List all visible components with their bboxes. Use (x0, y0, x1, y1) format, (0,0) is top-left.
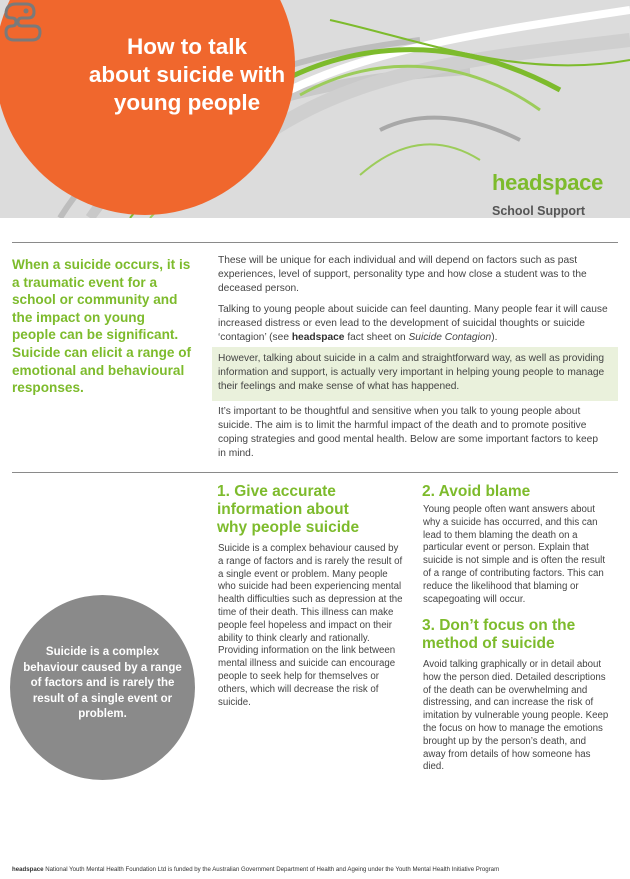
page-title: How to talk about suicide with young people (88, 34, 286, 115)
headspace-logo-icon (0, 0, 44, 44)
paragraph-2: Talking to young people about suicide can feel daunting. Many people fear it will cause increased distress or even lead to the development of suicidal thoughts or suicide ‘contagion’ (see headspace fact sheet on Suicide Contagion). (218, 304, 608, 343)
section-1-body: Suicide is a complex behaviour caused by a range of factors and is rarely the result of a single event or problem. Many people who suicide had been experiencing mental health difficulties such as depression at the time of their death. This illness can make people feel hopeless and impact on their ability to think clearly and rationally. Providing information on the link between mental illness and suicide can encourage people to seek help for themselves or others, which will decrease the risk of suicide. (218, 543, 403, 708)
callout-text: Suicide is a complex behaviour caused by a range of factors and is rarely the result of a single event or problem. (23, 646, 182, 720)
divider (12, 242, 618, 243)
section-3-heading: 3. Don’t focus on the method of suicide (422, 617, 576, 652)
paragraph-1: These will be unique for each individual and will depend on factors such as past experiences, level of support, personality type and how close a student was to the deceased person. (218, 255, 587, 294)
paragraph-3: However, talking about suicide in a calm and straightforward way, as well as providing information and support, is actually very important in helping young people to manage their feelings and make sense of what has happened. (218, 353, 605, 392)
section-3-body: Avoid talking graphically or in detail about how the person died. Detailed descriptions of the death can be overwhelming and distressing, and can increase the risk of imitation by vulnerable young people. Keep the focus on how to manage the emotions brought up by the person’s death, and away from details of how someone has died. (423, 659, 609, 773)
paragraph-4: It’s important to be thoughtful and sensitive when you talk to young people about suicide. The aim is to limit the harmful impact of the death and to promote positive coping strategies and good mental health. Below are some important factors to keep in mind. (218, 406, 598, 459)
logo-text: headspace (492, 170, 604, 195)
footer: headspace National Youth Mental Health Foundation Ltd is funded by the Australian Government Department of Health and Ageing under the Youth Mental Health Initiative Program (12, 866, 500, 873)
header-banner (0, 0, 630, 218)
section-2-body: Young people often want answers about why a suicide has occurred, and this can lead to them blaming the death on a particular event or person. Explain that suicide is not simple and is often the result of a range of contributing factors. This can reduce the likelihood that blaming or scapegoating will occur. (423, 504, 606, 605)
section-2-heading: 2. Avoid blame (422, 483, 531, 500)
logo-subtitle: School Support (492, 204, 586, 218)
intro-text: When a suicide occurs, it is a traumatic event for a school or community and the impact on young people can be significant. Suicide can elicit a range of emotional and behavioural responses. (12, 257, 192, 396)
divider (12, 472, 618, 473)
section-1-heading: 1. Give accurate information about why people suicide (217, 483, 360, 536)
